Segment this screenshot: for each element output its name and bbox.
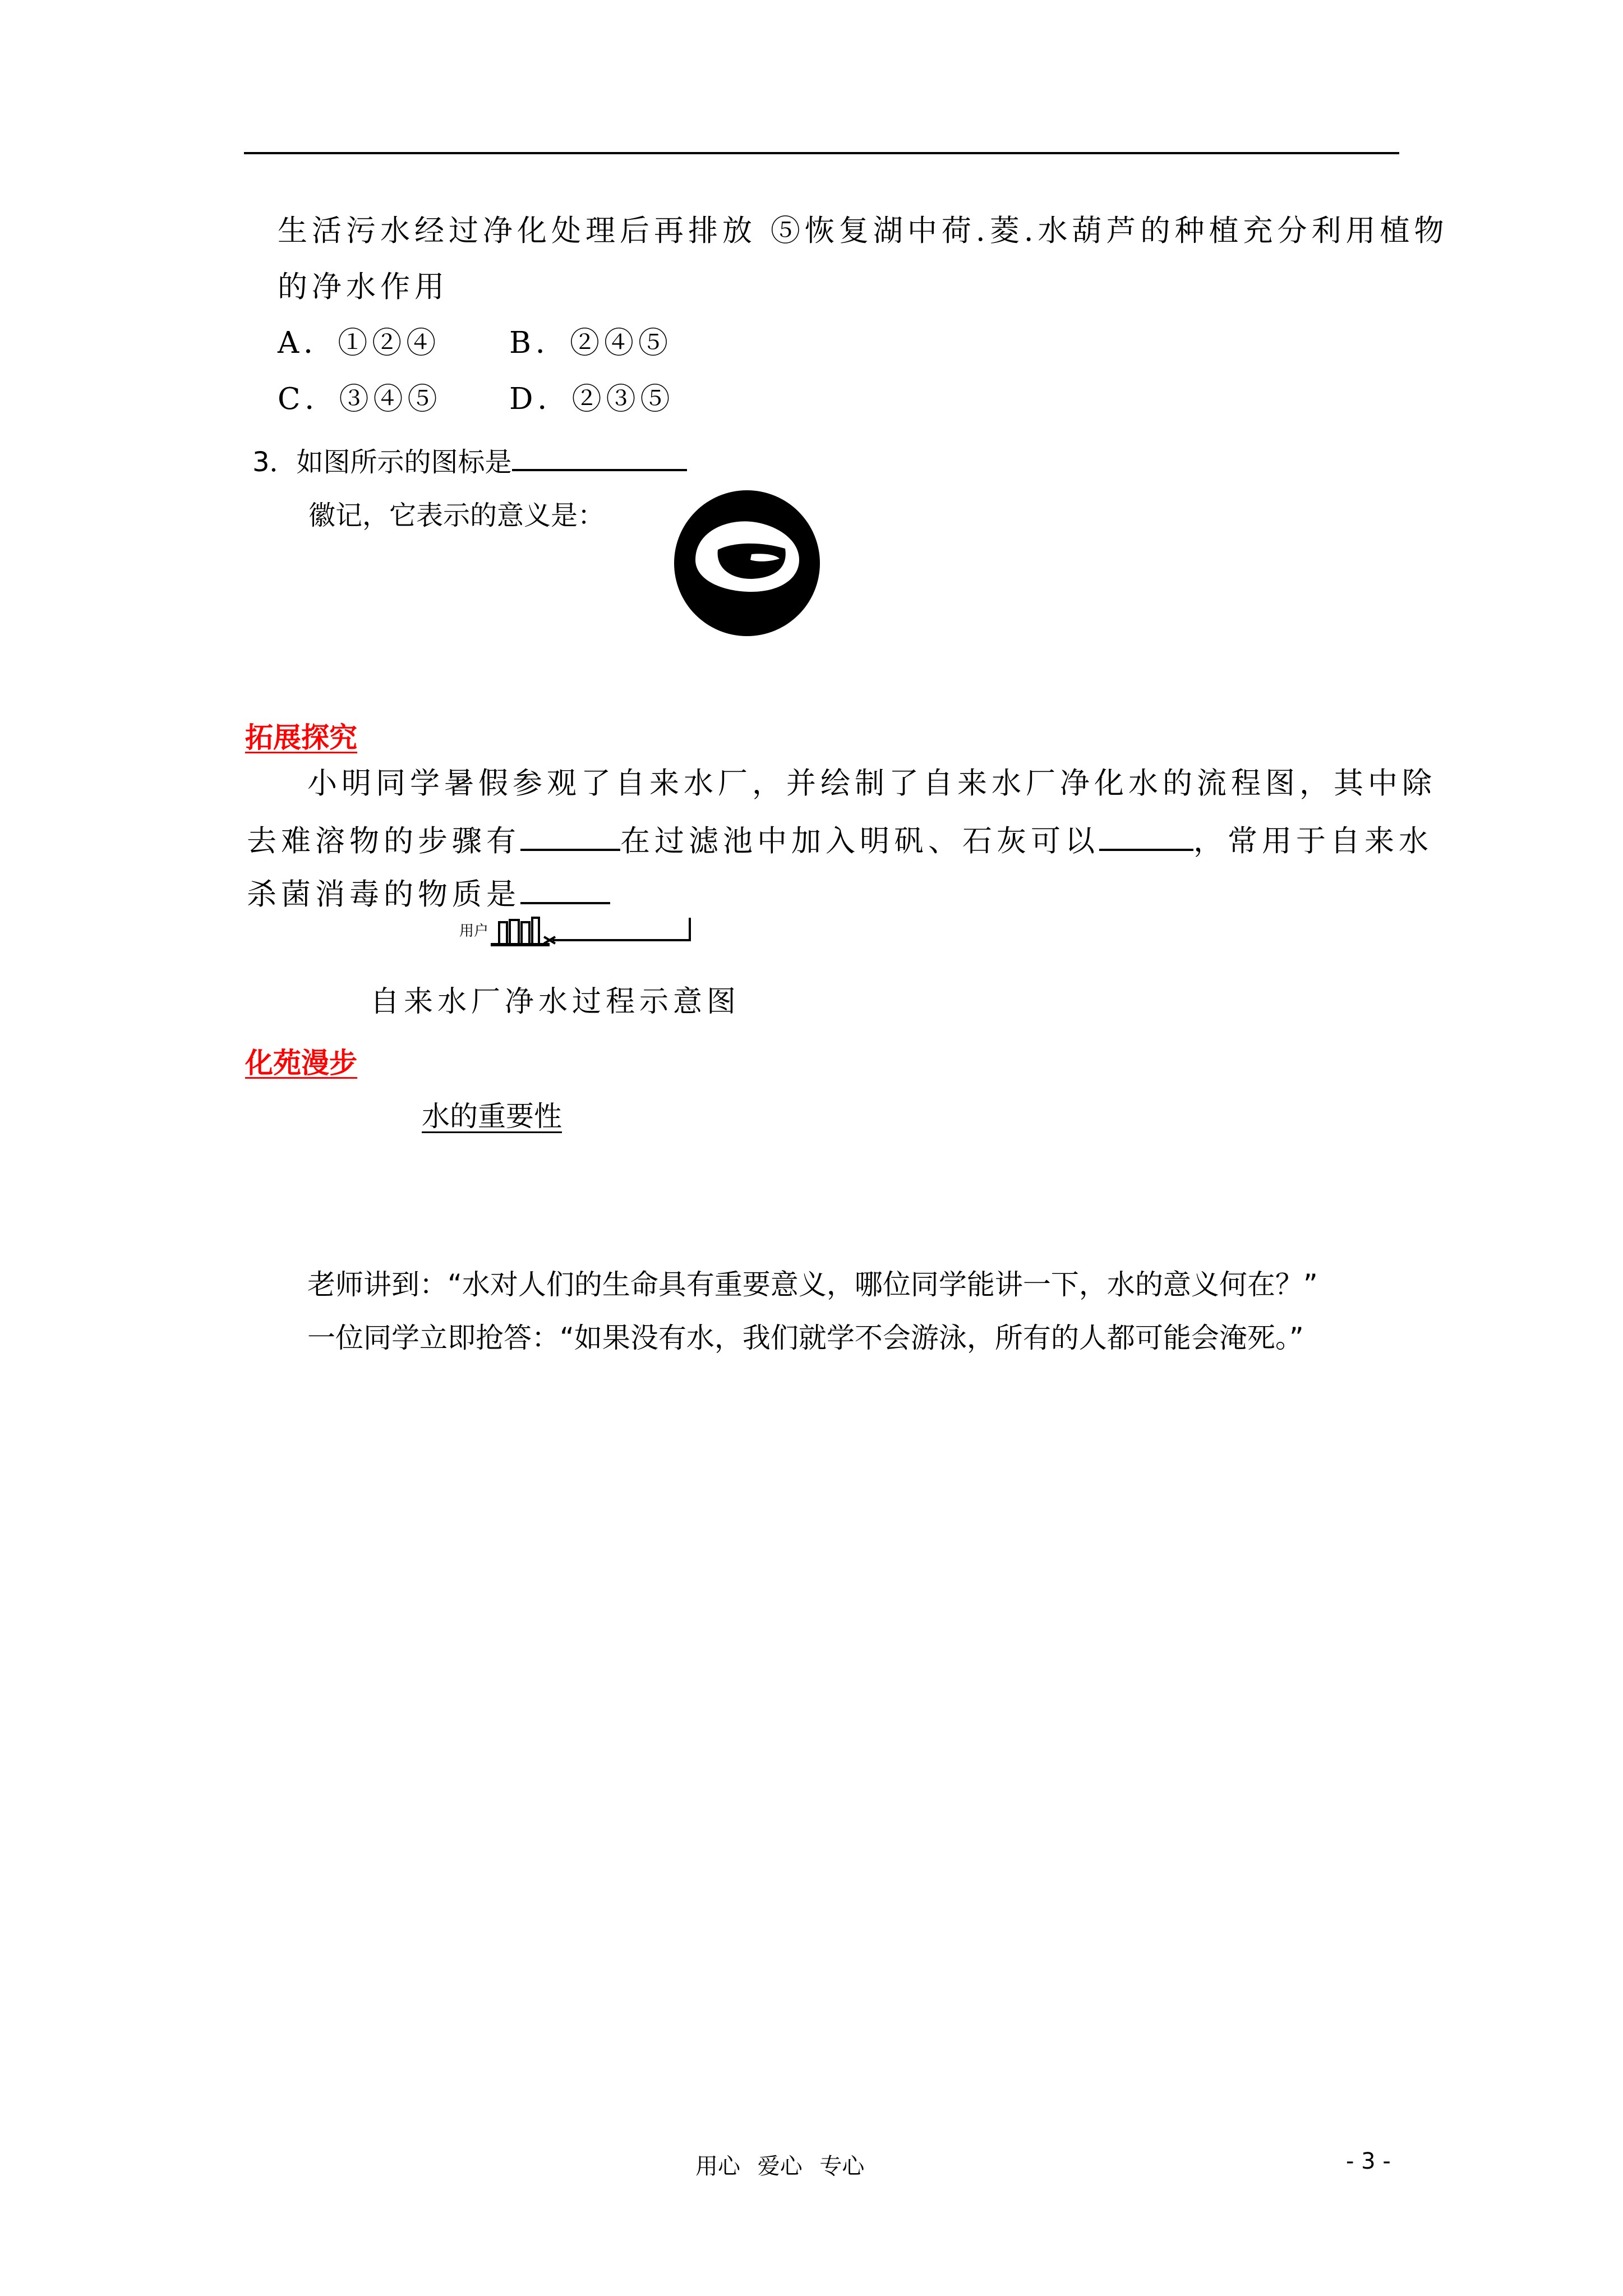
- extension-blank-2: [1099, 822, 1193, 851]
- q2-text-line2: 的净水作用: [278, 270, 449, 304]
- q3-question: [252, 440, 687, 479]
- q2-text-line1: 生活污水经过净化处理后再排放 ⑤恢复湖中荷.菱.水葫芦的种植充分利用植物: [278, 214, 1449, 248]
- q3-line1: 3．如图所示的图标是: [252, 447, 512, 478]
- extension-blank-3: [520, 875, 610, 904]
- q3-line2: 徽记，它表示的意义是：: [308, 500, 605, 531]
- diagram-user-label: 用户: [459, 923, 489, 940]
- extension-line2b: 在过滤池中加入明矾、石灰可以: [620, 824, 1099, 858]
- q2-option-b: B．②④⑤: [509, 326, 672, 360]
- section-title-stroll: 化苑漫步: [245, 1047, 357, 1079]
- extension-line1: 小明同学暑假参观了自来水厂，并绘制了自来水厂净化水的流程图，其中除: [307, 766, 1436, 800]
- section-title-extension: 拓展探究: [245, 721, 357, 754]
- extension-line2c: ，常用于自来水: [1193, 824, 1433, 858]
- diagram-caption: 自来水厂净水过程示意图: [370, 985, 741, 1019]
- stroll-line2: 一位同学立即抢答：“如果没有水，我们就学不会游泳，所有的人都可能会淹死。”: [307, 1322, 1304, 1354]
- extension-line2: [247, 822, 1433, 856]
- header-rule: [244, 152, 1399, 154]
- extension-blank-1: [520, 822, 620, 851]
- stroll-subtitle: 水的重要性: [422, 1100, 562, 1133]
- flow-diagram: [457, 914, 698, 959]
- q2-option-a: A．①②④: [278, 326, 441, 360]
- extension-line3: [247, 875, 610, 912]
- footer-motto: 用心 爱心 专心: [695, 2154, 865, 2179]
- q3-answer-blank: [512, 442, 687, 471]
- extension-line3-text: 杀菌消毒的物质是: [247, 877, 520, 912]
- stroll-line1: 老师讲到：“水对人们的生命具有重要意义，哪位同学能讲一下，水的意义何在？”: [307, 1268, 1318, 1301]
- q2-option-c: C．③④⑤: [278, 382, 442, 416]
- q2-option-d: D．②③⑤: [509, 382, 675, 416]
- extension-line2a: 去难溶物的步骤有: [247, 824, 520, 858]
- water-saving-emblem-icon: [673, 488, 822, 638]
- page-number: - 3 -: [1346, 2148, 1391, 2174]
